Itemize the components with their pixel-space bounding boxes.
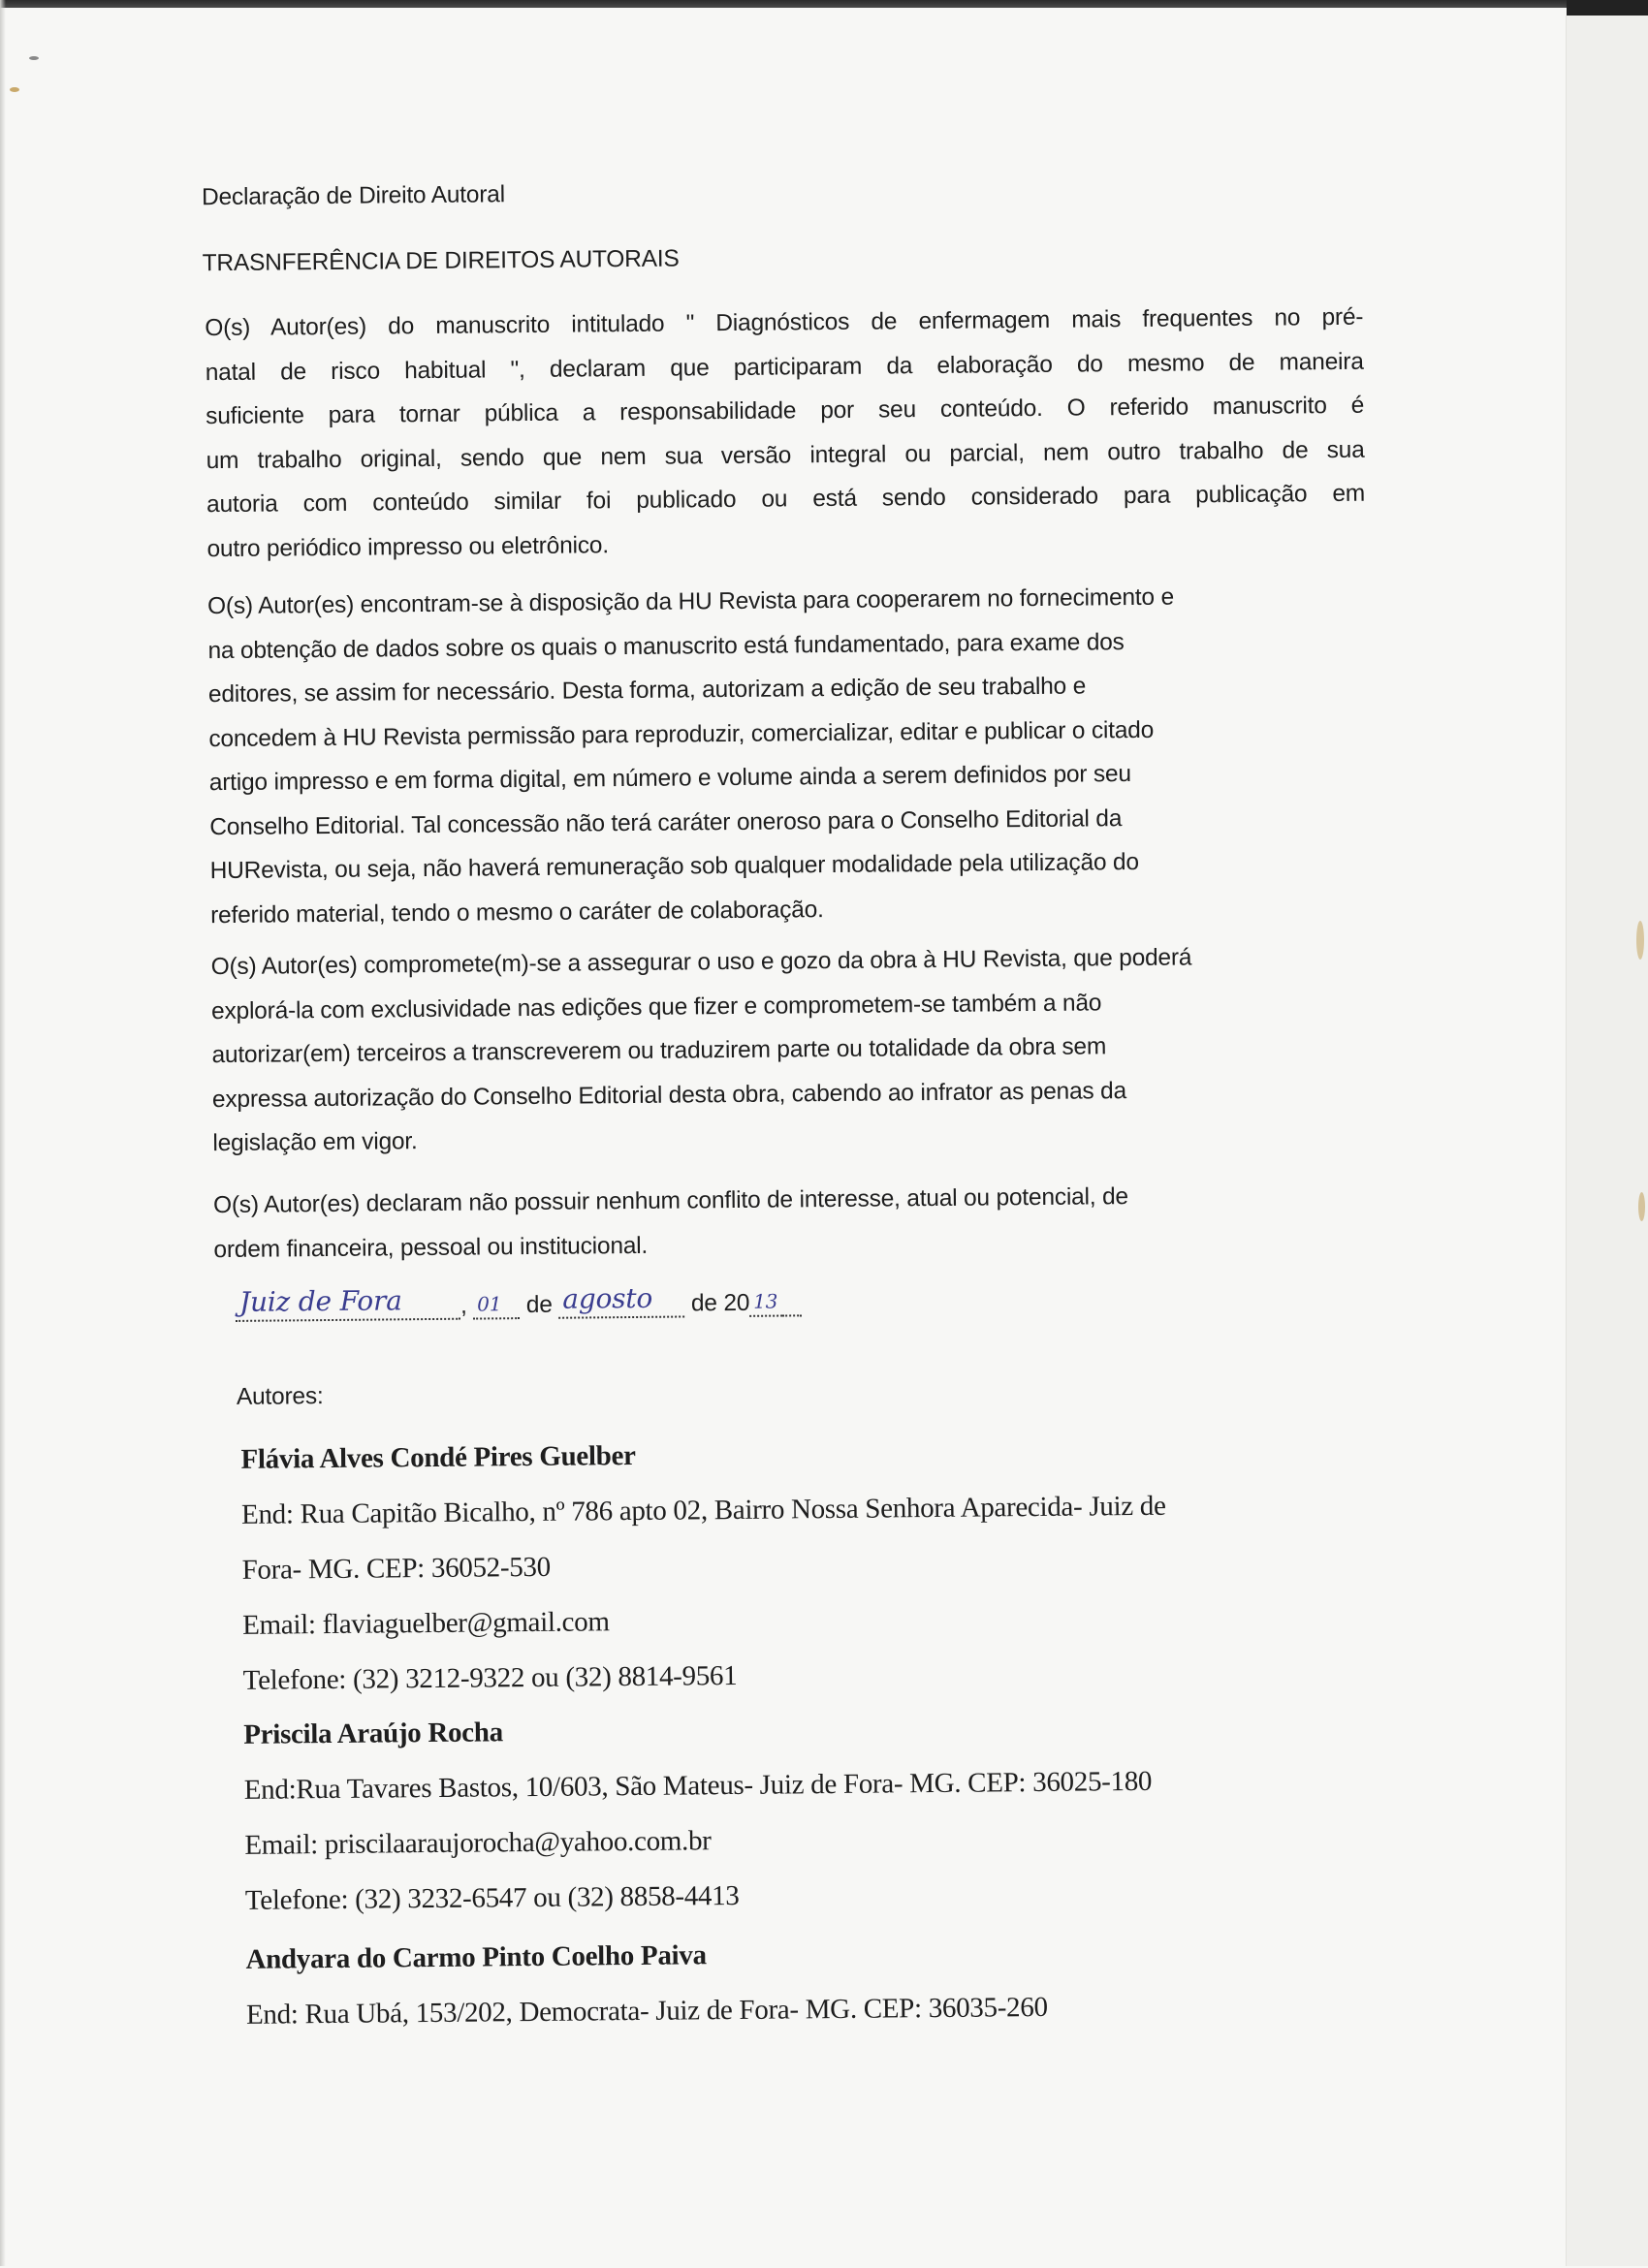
handwritten-month: agosto (562, 1281, 653, 1315)
text-line: ordem financeira, pessoal ou institucional. (213, 1232, 649, 1263)
author-email: Email: flaviaguelber@gmail.com (242, 1606, 610, 1641)
author-name: Flávia Alves Condé Pires Guelber (240, 1439, 636, 1475)
paragraph-declaration (205, 296, 1366, 571)
date-connector: de 20 (690, 1289, 750, 1317)
author-name: Andyara do Carmo Pinto Coelho Paiva (245, 1939, 707, 1975)
text-line: natal de risco habitual ", declaram que participaram da elaboração do mesmo de maneira (205, 348, 1364, 386)
author-entry (245, 1925, 1048, 2043)
text-line: O(s) Autor(es) encontram-se à disposição da HU Revista para cooperarem no fornecimento e (206, 583, 1175, 620)
handwritten-city: Juiz de Fora (238, 1284, 402, 1318)
handwritten-day: 01 (477, 1292, 502, 1316)
text-line: Conselho Editorial. Tal concessão não terá caráter oneroso para o Conselho Editorial da (209, 804, 1123, 840)
text-line: editores, se assim for necessário. Desta forma, autorizam a edição de seu trabalho e (207, 673, 1087, 709)
author-phone: Telefone: (32) 3232-6547 ou (32) 8858-4413 (244, 1879, 740, 1916)
document-subtitle: TRASNFERÊNCIA DE DIREITOS AUTORAIS (202, 245, 680, 277)
author-name: Priscila Araújo Rocha (243, 1717, 503, 1750)
text-line: artigo impresso e em forma digital, em número e volume ainda a serem definidos por seu (208, 761, 1131, 797)
text-line: O(s) Autor(es) compromete(m)-se a assegurar o uso e gozo da obra à HU Revista, que poderá (210, 944, 1192, 981)
text-line: suficiente para tornar pública a responsabilidade por seu conteúdo. O referido manuscrito é (206, 392, 1365, 430)
paragraph-conflict-of-interest (213, 1175, 1129, 1272)
text-line: legislação em vigor. (212, 1128, 418, 1157)
paragraph-exclusivity (210, 935, 1193, 1165)
author-address: End:Rua Tavares Bastos, 10/603, São Mateus- Juiz de Fora- MG. CEP: 36025-180 (243, 1765, 1153, 1806)
text-line: autoria com conteúdo similar foi publicado ou está sendo considerado para publicação em (206, 480, 1366, 519)
author-entry (243, 1699, 1154, 1929)
authors-label: Autores: (236, 1383, 324, 1410)
date-connector: de (525, 1291, 553, 1319)
document-title: Declaração de Direito Autoral (201, 181, 506, 211)
author-address: End: Rua Capitão Bicalho, nº 786 apto 02, Bairro Nossa Senhora Aparecida- Juiz de (240, 1490, 1166, 1530)
date-place-line (236, 1281, 802, 1322)
text-line: concedem à HU Revista permissão para reproduzir, comercializar, editar e publicar o citado (208, 716, 1155, 752)
text-line: O(s) Autor(es) declaram não possuir nenhum conflito de interesse, atual ou potencial, de (212, 1183, 1128, 1219)
month-field (558, 1281, 684, 1318)
text-line: autorizar(em) terceiros a transcreverem ou traduzirem parte ou totalidade da obra sem (211, 1033, 1107, 1069)
text-line: um trabalho original, sendo que nem sua versão integral ou parcial, nem outro trabalho de sua (206, 436, 1365, 474)
separator: , (460, 1292, 467, 1319)
text-line: referido material, tendo o mesmo o caráter de colaboração. (210, 896, 824, 929)
text-line: O(s) Autor(es) do manuscrito intitulado " Diagnósticos de enfermagem mais frequentes no pré- (205, 303, 1364, 342)
city-field (236, 1284, 460, 1322)
author-entry (240, 1424, 1167, 1709)
year-field (749, 1290, 782, 1317)
author-phone: Telefone: (32) 3212-9322 ou (32) 8814-9561 (242, 1659, 738, 1696)
day-field (473, 1292, 520, 1319)
author-address: End: Rua Ubá, 153/202, Democrata- Juiz de Fora- MG. CEP: 36035-260 (245, 1991, 1048, 2031)
author-email: Email: priscilaaraujorocha@yahoo.com.br (244, 1825, 712, 1861)
text-line: outro periódico impresso ou eletrônico. (206, 531, 609, 562)
text-line: HURevista, ou seja, não haverá remuneração sob qualquer modalidade pela utilização do (209, 848, 1139, 885)
dotted-fill (782, 1289, 802, 1316)
author-address: Fora- MG. CEP: 36052-530 (241, 1551, 552, 1586)
paragraph-permission (207, 576, 1177, 938)
text-line: expressa autorização do Conselho Editorial desta obra, cabendo ao infrator as penas da (211, 1077, 1127, 1113)
text-line: explorá-la com exclusividade nas edições que fizer e comprometem-se também a não (210, 989, 1102, 1024)
handwritten-year: 13 (753, 1289, 778, 1313)
text-line: na obtenção de dados sobre os quais o manuscrito está fundamentado, para exame dos (207, 628, 1125, 664)
